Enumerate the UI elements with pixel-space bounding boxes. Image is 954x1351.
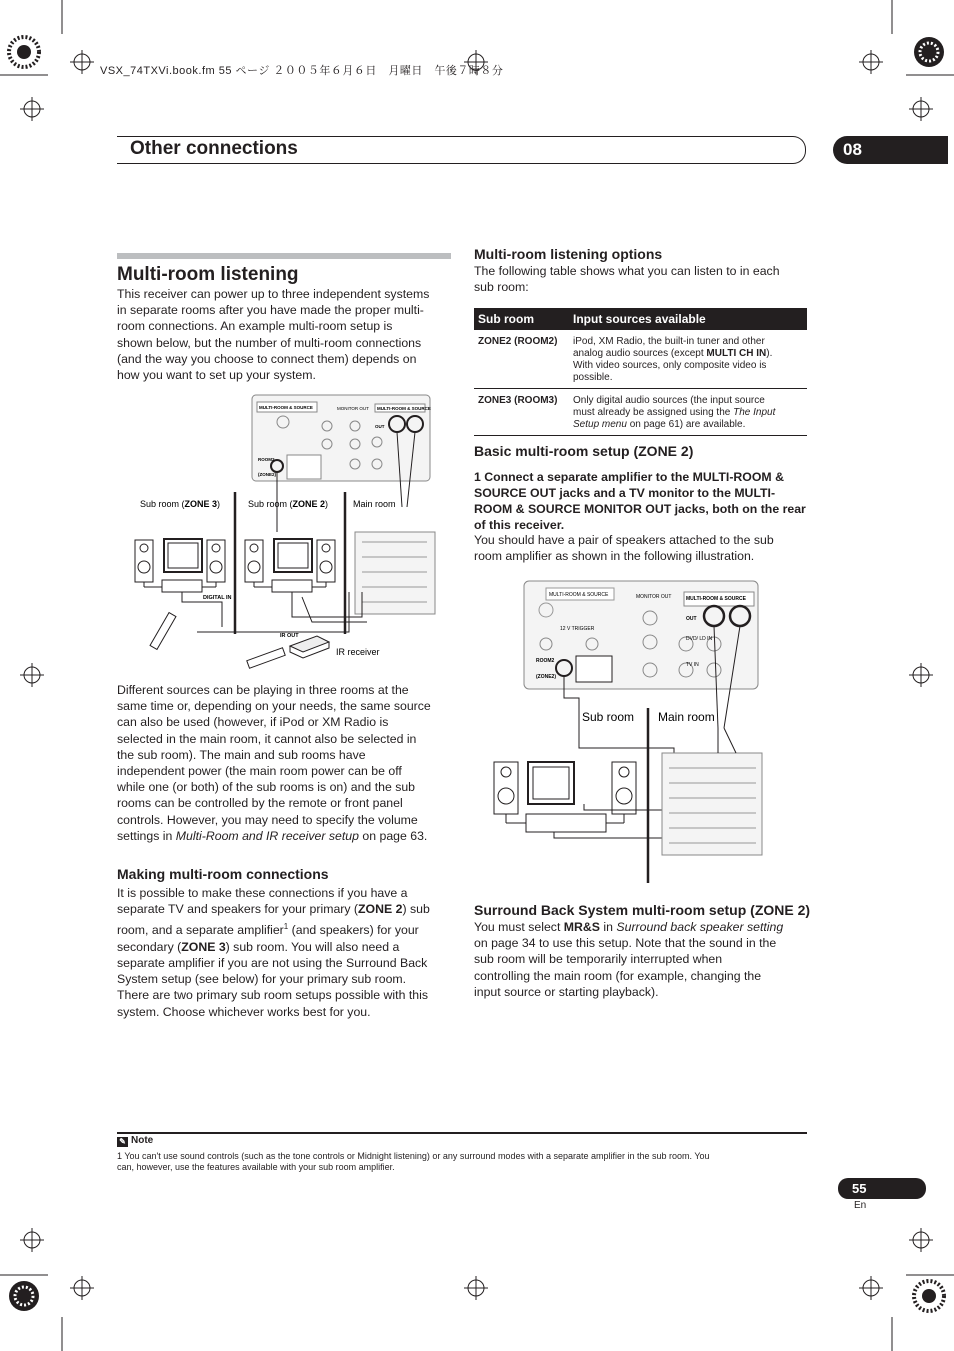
panel2-trigger-label: 12 V TRIGGER xyxy=(560,626,595,632)
panel2-out-label: OUT xyxy=(686,616,697,622)
page-number: 55 xyxy=(838,1178,926,1199)
making-connections-heading: Making multi-room connections xyxy=(117,866,329,882)
main-room-label-2: Main room xyxy=(658,710,715,724)
panel-out-label: OUT xyxy=(375,424,385,429)
table-header-sources: Input sources available xyxy=(569,308,807,330)
panel2-multi-room-label-2: MULTI-ROOM & SOURCE xyxy=(686,596,746,602)
page-heading: Multi-room listening xyxy=(117,264,299,285)
panel-room2-label: ROOM2 xyxy=(258,457,275,462)
chapter-badge: 08 xyxy=(833,136,948,164)
sub-room-zone3-label: Sub room (ZONE 3) xyxy=(140,499,221,509)
table-header-sub-room: Sub room xyxy=(474,308,569,330)
sources-paragraph: Different sources can be playing in three rooms at the same time or, depending on your needs, the same source can also be used (however, if iPod or XM Radio is selected in the main room, it cannot also be selected in the sub room). The main and sub rooms have independent power (the main room power can be off while one (or both) of the sub rooms is on) and the sub rooms can be controlled by the remote or front panel controls. However, you may need to specify the volume settings in Multi-Room and IR receiver setup on page 63. xyxy=(117,683,431,843)
panel2-tv-label: TV IN xyxy=(686,662,699,668)
table-cell-zone3: ZONE3 (ROOM3) xyxy=(474,389,569,436)
panel2-zone2-label: (ZONE2) xyxy=(536,674,556,680)
panel2-multi-room-label: MULTI-ROOM & SOURCE xyxy=(549,592,609,598)
step-1-body: You should have a pair of speakers attached to the sub room amplifier as shown in the following illustration. xyxy=(474,533,774,564)
panel-zone2-label: (ZONE2) xyxy=(258,472,276,477)
surround-back-paragraph: You must select MR&S in Surround back speaker setting on page 34 to use this setup. Note that the sound in the sub room will be temporarily interrupted when controlling the main room (for example, changing the input source or starting playback). xyxy=(474,920,784,999)
language-label: En xyxy=(854,1200,867,1211)
ir-out-label: IR OUT xyxy=(280,633,299,639)
multi-room-setup-reference: Multi-Room and IR receiver setup xyxy=(175,828,359,843)
multi-room-diagram-1 xyxy=(117,392,457,682)
options-intro: The following table shows what you can listen to in each sub room: xyxy=(474,264,780,295)
surround-back-heading: Surround Back System multi-room setup (ZONE 2) xyxy=(474,902,811,918)
note-divider xyxy=(117,1132,807,1134)
multi-room-diagram-2 xyxy=(474,578,774,884)
table-cell-zone2: ZONE2 (ROOM2) xyxy=(474,330,569,389)
basic-setup-heading: Basic multi-room setup (ZONE 2) xyxy=(474,443,694,459)
panel2-monitor-label: MONITOR OUT xyxy=(636,594,672,600)
panel-multi-room-label: MULTI-ROOM & SOURCE xyxy=(259,405,313,410)
panel2-dvd-label: DVD/ LD IN xyxy=(686,636,713,642)
footnote-ref: 1 xyxy=(283,922,289,932)
digital-in-label: DIGITAL IN xyxy=(203,595,232,601)
note-icon: ✎ xyxy=(117,1137,128,1147)
section-bar xyxy=(117,253,451,259)
note-text: 1 You can't use sound controls (such as the tone controls or Midnight listening) or any surround modes with a separate amplifier in the sub room. You can, however, use the features available with your sub room amplifier. xyxy=(117,1151,710,1172)
section-title: Other connections xyxy=(130,138,298,159)
table-row xyxy=(474,330,807,389)
note-label: ✎ Note xyxy=(117,1135,153,1147)
table-cell-zone2-sources: iPod, XM Radio, the built-in tuner and other analog audio sources (except MULTI CH IN). With video sources, only composite video is possible. xyxy=(569,330,807,389)
panel2-room2-label: ROOM2 xyxy=(536,658,555,664)
step-1: 1 Connect a separate amplifier to the MULTI-ROOM & SOURCE OUT jacks and a TV monitor to the MULTI- ROOM & SOURCE MONITOR OUT jacks, both on the rear of this receiver. xyxy=(474,470,806,532)
ir-receiver-label: IR receiver xyxy=(336,647,380,657)
main-room-label: Main room xyxy=(353,499,396,509)
crop-mark-br xyxy=(859,1228,954,1351)
intro-paragraph: This receiver can power up to three independent systems in separate rooms after you have made the proper multi- room connections. An example multi-room setup is shown below, but the number of multi-room connections (and the way you choose to connect them) depends on how you want to set up your system. xyxy=(117,287,430,383)
print-header: VSX_74TXVi.book.fm 55 ページ ２００５年６月６日 月曜日 午後７時８分 xyxy=(100,65,504,77)
sub-room-label: Sub room xyxy=(582,710,635,724)
sub-room-zone2-label: Sub room (ZONE 2) xyxy=(248,499,329,509)
table-row xyxy=(474,389,807,436)
table-cell-zone3-sources: Only digital audio sources (the input source must already be assigned using the The Input Setup menu on page 61) are available. xyxy=(569,389,807,436)
making-connections-paragraph: It is possible to make these connections if you have a separate TV and speakers for your primary (ZONE 2) sub room, and a separate amplifier$^1$ (and speakers) for your secondary (ZONE 3) sub room. You will also need a separate amplifier if you are not using the Surround Back System setup (see below) for your primary sub room. There are two primary sub room setups possible with this system. Choose whichever works best for you. xyxy=(117,886,430,1019)
options-heading: Multi-room listening options xyxy=(474,246,663,262)
panel-monitor-label: MONITOR OUT xyxy=(337,406,369,411)
sources-table xyxy=(474,308,807,436)
panel-multi-room-label-2: MULTI-ROOM & SOURCE xyxy=(377,406,431,411)
